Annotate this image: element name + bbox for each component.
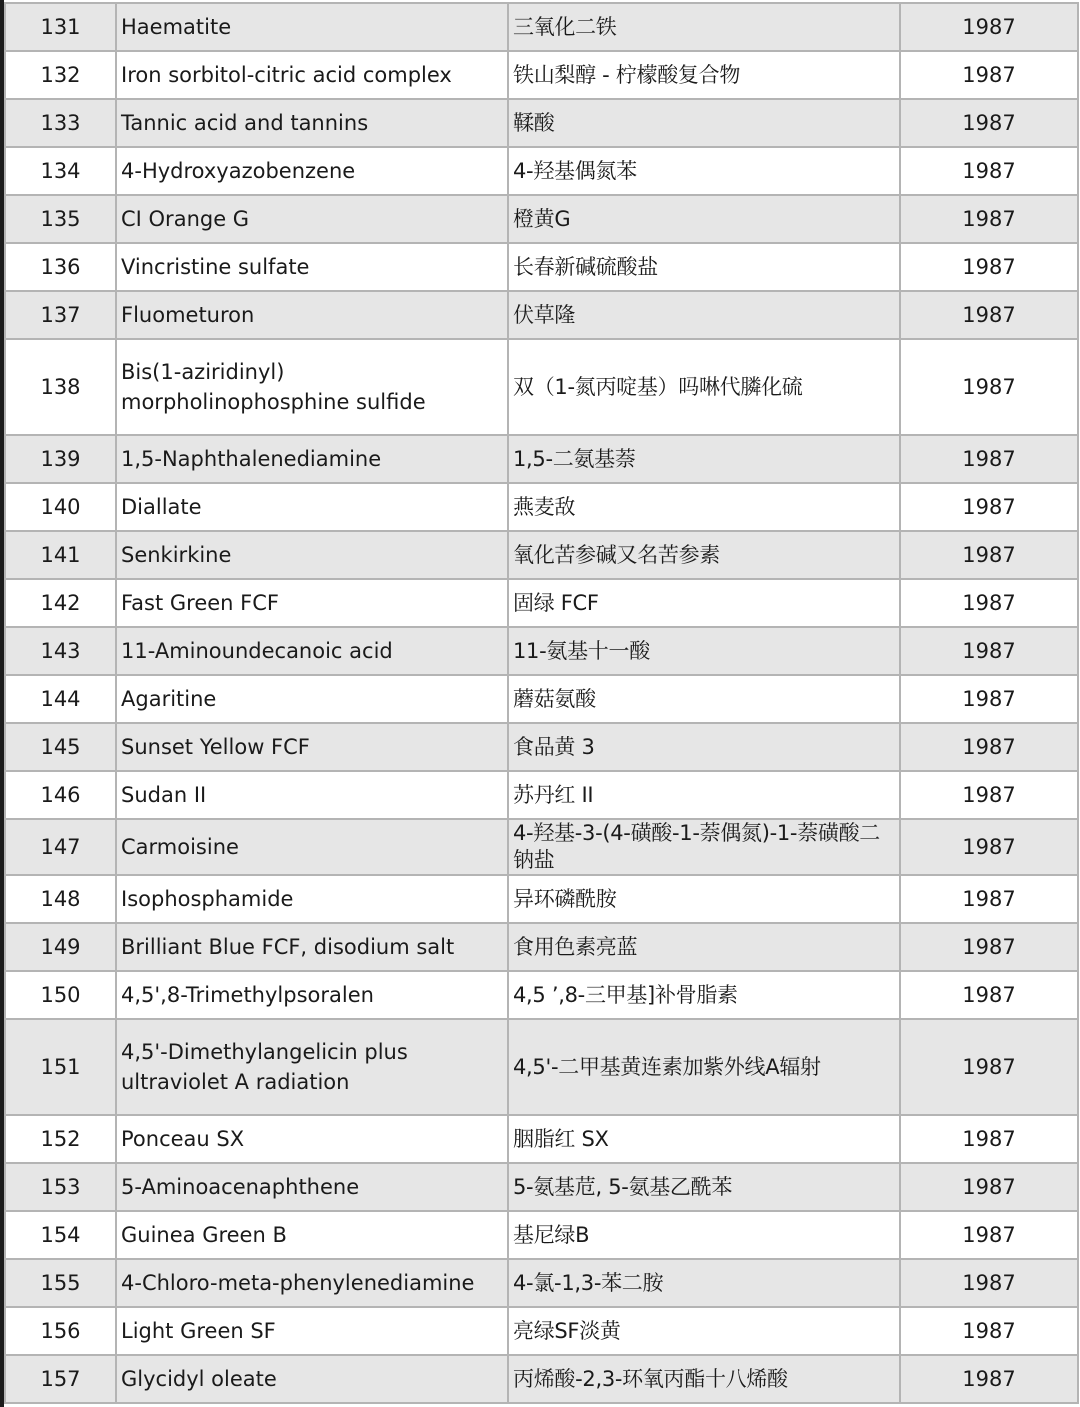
english-name-cell: 5-Aminoacenaphthene [116,1163,508,1211]
english-name-cell: Brilliant Blue FCF, disodium salt [116,923,508,971]
year-cell: 1987 [900,971,1078,1019]
english-name-cell: Fast Green FCF [116,579,508,627]
chinese-name-cell: 11-氨基十一酸 [508,627,900,675]
year-cell: 1987 [900,339,1078,435]
chinese-name-cell: 基尼绿B [508,1211,900,1259]
row-number-cell: 157 [5,1355,116,1403]
chinese-name-cell: 食品黄 3 [508,723,900,771]
english-name-cell: 4-Chloro-meta-phenylenediamine [116,1259,508,1307]
english-name-cell: Bis(1-aziridinyl) morpholinophosphine sulfide [116,339,508,435]
table-row [5,531,1078,579]
chinese-name-cell: 食用色素亮蓝 [508,923,900,971]
chinese-name-cell: 4,5 ’,8-三甲基]补骨脂素 [508,971,900,1019]
row-number-cell: 138 [5,339,116,435]
chinese-name-cell: 4-羟基偶氮苯 [508,147,900,195]
year-cell: 1987 [900,435,1078,483]
year-cell: 1987 [900,483,1078,531]
year-cell: 1987 [900,99,1078,147]
year-cell: 1987 [900,3,1078,51]
table-row [5,1019,1078,1115]
english-name-cell: Isophosphamide [116,875,508,923]
table-row [5,875,1078,923]
chinese-name-cell: 4-羟基-3-(4-磺酸-1-萘偶氮)-1-萘磺酸二钠盐 [508,819,900,875]
chinese-name-cell: 伏草隆 [508,291,900,339]
table-row [5,1163,1078,1211]
chinese-name-cell: 铁山梨醇 - 柠檬酸复合物 [508,51,900,99]
chinese-name-cell: 长春新碱硫酸盐 [508,243,900,291]
table-row [5,723,1078,771]
row-number-cell: 148 [5,875,116,923]
chinese-name-cell: 橙黄G [508,195,900,243]
year-cell: 1987 [900,675,1078,723]
chinese-name-cell: 1,5-二氨基萘 [508,435,900,483]
table-row [5,1211,1078,1259]
row-number-cell: 134 [5,147,116,195]
year-cell: 1987 [900,771,1078,819]
year-cell: 1987 [900,723,1078,771]
row-number-cell: 151 [5,1019,116,1115]
table-row [5,291,1078,339]
table-row [5,771,1078,819]
year-cell: 1987 [900,1163,1078,1211]
year-cell: 1987 [900,579,1078,627]
year-cell: 1987 [900,1259,1078,1307]
year-cell: 1987 [900,531,1078,579]
row-number-cell: 141 [5,531,116,579]
row-number-cell: 136 [5,243,116,291]
chinese-name-cell: 蘑菇氨酸 [508,675,900,723]
year-cell: 1987 [900,819,1078,875]
table-row [5,1259,1078,1307]
table-row [5,1307,1078,1355]
row-number-cell: 132 [5,51,116,99]
english-name-cell: Diallate [116,483,508,531]
table-row [5,483,1078,531]
chinese-name-cell: 4,5'-二甲基黄连素加紫外线A辐射 [508,1019,900,1115]
english-name-cell: 1,5-Naphthalenediamine [116,435,508,483]
english-name-cell: Senkirkine [116,531,508,579]
english-name-cell: Vincristine sulfate [116,243,508,291]
table-row [5,675,1078,723]
table-row [5,3,1078,51]
english-name-cell: 4-Hydroxyazobenzene [116,147,508,195]
english-name-cell: Guinea Green B [116,1211,508,1259]
table-row [5,819,1078,875]
english-name-cell: 11-Aminoundecanoic acid [116,627,508,675]
row-number-cell: 156 [5,1307,116,1355]
chinese-name-cell: 燕麦敌 [508,483,900,531]
row-number-cell: 131 [5,3,116,51]
english-name-cell: 4,5',8-Trimethylpsoralen [116,971,508,1019]
row-number-cell: 143 [5,627,116,675]
english-name-cell: Glycidyl oleate [116,1355,508,1403]
table-row [5,147,1078,195]
year-cell: 1987 [900,1211,1078,1259]
chinese-name-cell: 鞣酸 [508,99,900,147]
chinese-name-cell: 丙烯酸-2,3-环氧丙酯十八烯酸 [508,1355,900,1403]
year-cell: 1987 [900,875,1078,923]
table-row [5,1355,1078,1403]
row-number-cell: 142 [5,579,116,627]
table-row [5,1115,1078,1163]
table-row [5,243,1078,291]
english-name-cell: Iron sorbitol-citric acid complex [116,51,508,99]
english-name-cell: Ponceau SX [116,1115,508,1163]
table-row [5,339,1078,435]
year-cell: 1987 [900,627,1078,675]
row-number-cell: 144 [5,675,116,723]
year-cell: 1987 [900,1019,1078,1115]
row-number-cell: 137 [5,291,116,339]
table-row [5,435,1078,483]
english-name-cell: Haematite [116,3,508,51]
row-number-cell: 155 [5,1259,116,1307]
row-number-cell: 139 [5,435,116,483]
english-name-cell: Agaritine [116,675,508,723]
chinese-name-cell: 胭脂红 SX [508,1115,900,1163]
table-row [5,99,1078,147]
row-number-cell: 146 [5,771,116,819]
carcinogen-list-table [4,2,1079,1404]
row-number-cell: 150 [5,971,116,1019]
row-number-cell: 152 [5,1115,116,1163]
table-row [5,579,1078,627]
chinese-name-cell: 5-氨基苊, 5-氨基乙酰苯 [508,1163,900,1211]
row-number-cell: 145 [5,723,116,771]
chinese-name-cell: 双（1-氮丙啶基）吗啉代膦化硫 [508,339,900,435]
year-cell: 1987 [900,291,1078,339]
row-number-cell: 149 [5,923,116,971]
chinese-name-cell: 异环磷酰胺 [508,875,900,923]
english-name-cell: Fluometuron [116,291,508,339]
year-cell: 1987 [900,243,1078,291]
year-cell: 1987 [900,147,1078,195]
year-cell: 1987 [900,923,1078,971]
row-number-cell: 153 [5,1163,116,1211]
table-row [5,971,1078,1019]
year-cell: 1987 [900,195,1078,243]
english-name-cell: CI Orange G [116,195,508,243]
year-cell: 1987 [900,1355,1078,1403]
table-row [5,627,1078,675]
english-name-cell: Tannic acid and tannins [116,99,508,147]
chinese-name-cell: 氧化苦参碱又名苦参素 [508,531,900,579]
row-number-cell: 133 [5,99,116,147]
row-number-cell: 147 [5,819,116,875]
english-name-cell: Light Green SF [116,1307,508,1355]
table-row [5,51,1078,99]
year-cell: 1987 [900,1115,1078,1163]
table-body [5,3,1078,1403]
year-cell: 1987 [900,1307,1078,1355]
row-number-cell: 135 [5,195,116,243]
chinese-name-cell: 苏丹红 II [508,771,900,819]
english-name-cell: Sudan II [116,771,508,819]
chinese-name-cell: 亮绿SF淡黄 [508,1307,900,1355]
chinese-name-cell: 三氧化二铁 [508,3,900,51]
chinese-name-cell: 固绿 FCF [508,579,900,627]
row-number-cell: 140 [5,483,116,531]
english-name-cell: 4,5'-Dimethylangelicin plus ultraviolet A radiation [116,1019,508,1115]
year-cell: 1987 [900,51,1078,99]
table-row [5,195,1078,243]
row-number-cell: 154 [5,1211,116,1259]
table-row [5,923,1078,971]
chinese-name-cell: 4-氯-1,3-苯二胺 [508,1259,900,1307]
english-name-cell: Carmoisine [116,819,508,875]
english-name-cell: Sunset Yellow FCF [116,723,508,771]
